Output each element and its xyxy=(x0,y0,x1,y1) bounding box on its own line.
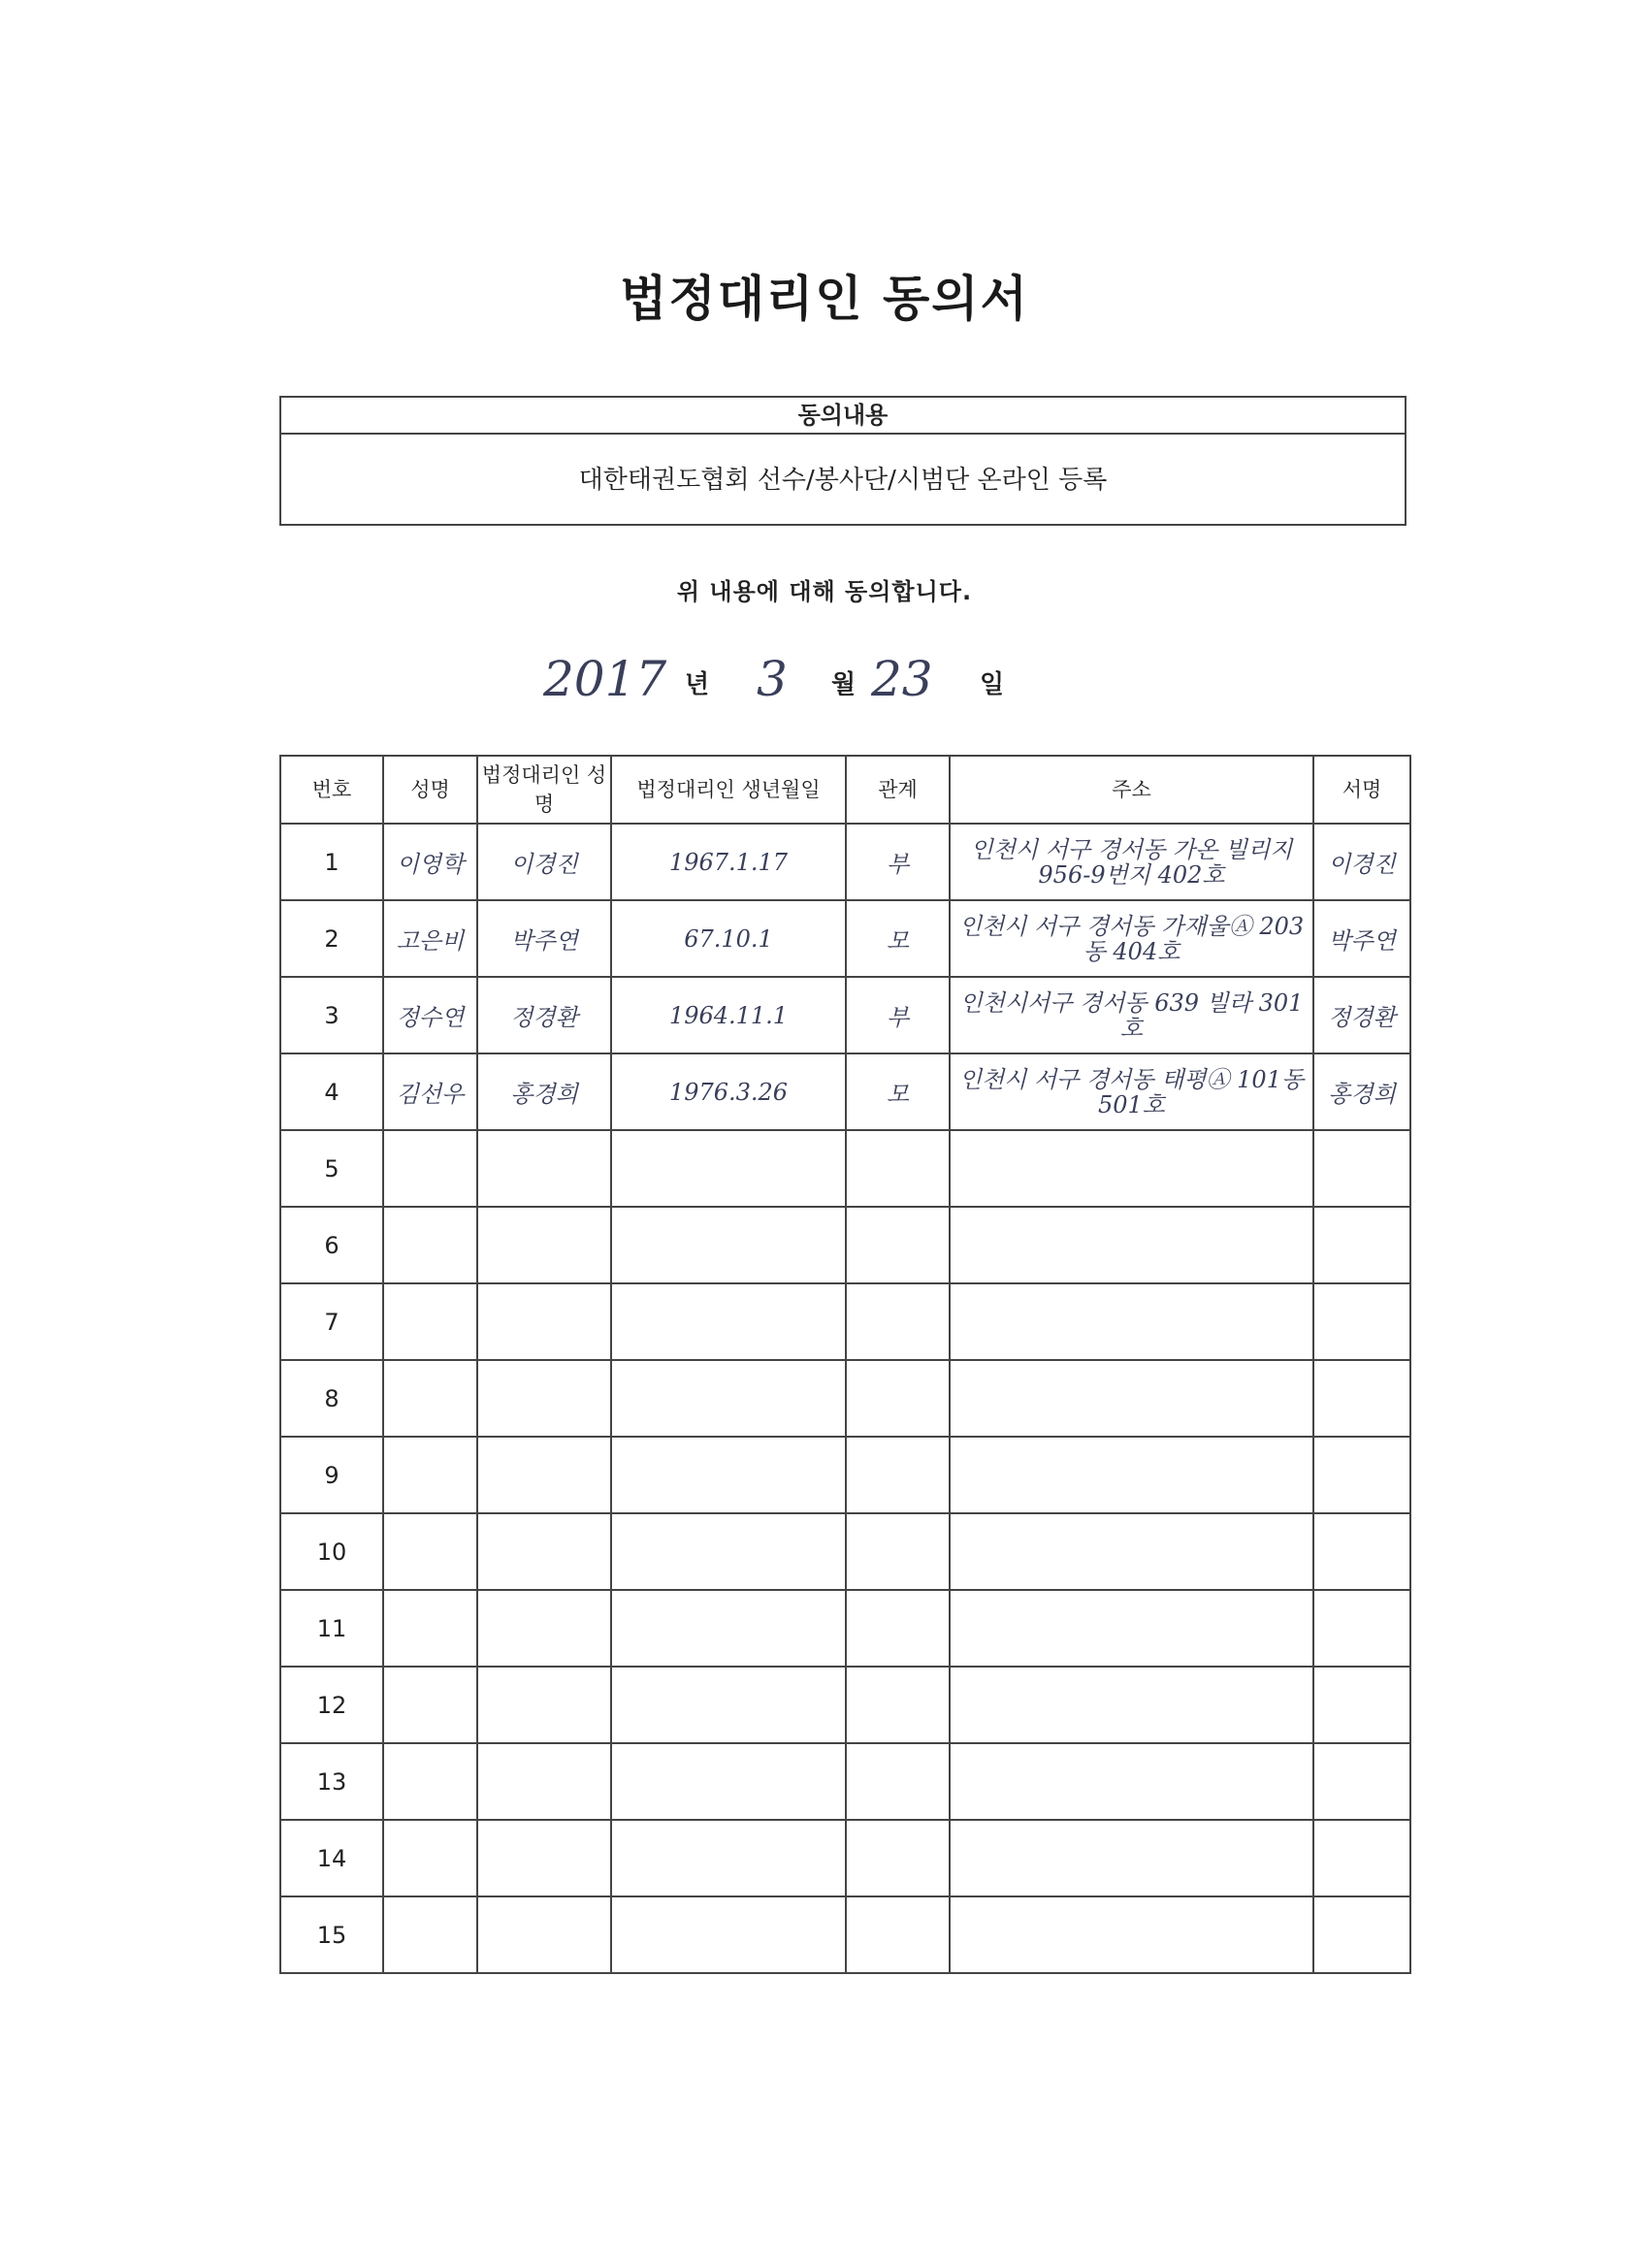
table-row xyxy=(280,824,1410,900)
table-row xyxy=(280,1207,1410,1283)
header-guardian-birth: 법정대리인 생년월일 xyxy=(611,756,846,824)
relation-cell xyxy=(846,1513,950,1590)
name-cell: 이영학 xyxy=(383,824,477,900)
row-number: 13 xyxy=(280,1743,383,1820)
row-number: 3 xyxy=(280,977,383,1053)
address-cell xyxy=(950,1207,1313,1283)
address-cell: 인천시 서구 경서동 태평Ⓐ 101동 501호 xyxy=(950,1053,1313,1130)
agree-statement: 위 내용에 대해 동의합니다. xyxy=(676,578,973,605)
date-year: 2017 xyxy=(543,651,667,707)
guardian-birth-cell xyxy=(611,1360,846,1437)
signature-cell: 정경환 xyxy=(1313,977,1410,1053)
name-cell xyxy=(383,1360,477,1437)
guardian-birth-cell xyxy=(611,1820,846,1896)
header-name: 성명 xyxy=(383,756,477,824)
signature-cell xyxy=(1313,1667,1410,1743)
guardian-birth-cell xyxy=(611,1130,846,1207)
guardian-name-cell: 홍경희 xyxy=(477,1053,611,1130)
table-row xyxy=(280,977,1410,1053)
address-cell: 인천시 서구 경서동 가온 빌리지 956-9번지 402호 xyxy=(950,824,1313,900)
table-row xyxy=(280,1360,1410,1437)
table-row xyxy=(280,1590,1410,1667)
address-cell xyxy=(950,1590,1313,1667)
date-day: 23 xyxy=(871,651,933,707)
row-number: 1 xyxy=(280,824,383,900)
relation-cell xyxy=(846,1360,950,1437)
name-cell xyxy=(383,1130,477,1207)
signature-cell xyxy=(1313,1590,1410,1667)
table-row xyxy=(280,1283,1410,1360)
name-cell: 김선우 xyxy=(383,1053,477,1130)
guardian-table xyxy=(279,755,1411,1974)
guardian-name-cell xyxy=(477,1743,611,1820)
guardian-birth-cell xyxy=(611,1437,846,1513)
date-day-unit: 일 xyxy=(980,670,1005,699)
table-row xyxy=(280,1820,1410,1896)
guardian-birth-cell: 1964.11.1 xyxy=(611,977,846,1053)
signature-cell xyxy=(1313,1743,1410,1820)
name-cell xyxy=(383,1513,477,1590)
signature-cell xyxy=(1313,1283,1410,1360)
header-no: 번호 xyxy=(280,756,383,824)
name-cell: 정수연 xyxy=(383,977,477,1053)
guardian-name-cell xyxy=(477,1360,611,1437)
table-row xyxy=(280,1667,1410,1743)
address-cell xyxy=(950,1437,1313,1513)
row-number: 15 xyxy=(280,1896,383,1973)
guardian-name-cell xyxy=(477,1207,611,1283)
guardian-name-cell xyxy=(477,1590,611,1667)
guardian-birth-cell: 67.10.1 xyxy=(611,900,846,977)
guardian-name-cell xyxy=(477,1667,611,1743)
table-row xyxy=(280,1053,1410,1130)
date-line xyxy=(0,645,1649,713)
guardian-birth-cell: 1967.1.17 xyxy=(611,824,846,900)
guardian-birth-cell: 1976.3.26 xyxy=(611,1053,846,1130)
address-cell xyxy=(950,1743,1313,1820)
address-cell: 인천시 서구 경서동 가재울Ⓐ 203동 404호 xyxy=(950,900,1313,977)
consent-box xyxy=(279,396,1406,526)
name-cell xyxy=(383,1820,477,1896)
signature-cell xyxy=(1313,1437,1410,1513)
relation-cell xyxy=(846,1667,950,1743)
relation-cell: 모 xyxy=(846,1053,950,1130)
address-cell xyxy=(950,1360,1313,1437)
guardian-name-cell: 박주연 xyxy=(477,900,611,977)
header-address: 주소 xyxy=(950,756,1313,824)
row-number: 5 xyxy=(280,1130,383,1207)
table-row xyxy=(280,1743,1410,1820)
address-cell xyxy=(950,1820,1313,1896)
relation-cell: 모 xyxy=(846,900,950,977)
relation-cell: 부 xyxy=(846,824,950,900)
date-year-unit: 년 xyxy=(685,670,710,699)
row-number: 12 xyxy=(280,1667,383,1743)
relation-cell xyxy=(846,1896,950,1973)
signature-cell xyxy=(1313,1513,1410,1590)
signature-cell xyxy=(1313,1130,1410,1207)
guardian-name-cell xyxy=(477,1283,611,1360)
address-cell xyxy=(950,1896,1313,1973)
row-number: 8 xyxy=(280,1360,383,1437)
table-row xyxy=(280,1896,1410,1973)
guardian-birth-cell xyxy=(611,1896,846,1973)
address-cell xyxy=(950,1283,1313,1360)
guardian-birth-cell xyxy=(611,1590,846,1667)
relation-cell xyxy=(846,1437,950,1513)
row-number: 10 xyxy=(280,1513,383,1590)
address-cell: 인천시서구 경서동 639 빌라 301호 xyxy=(950,977,1313,1053)
header-relation: 관계 xyxy=(846,756,950,824)
signature-cell xyxy=(1313,1207,1410,1283)
table-row xyxy=(280,900,1410,977)
signature-cell xyxy=(1313,1360,1410,1437)
name-cell xyxy=(383,1896,477,1973)
relation-cell xyxy=(846,1283,950,1360)
row-number: 4 xyxy=(280,1053,383,1130)
relation-cell xyxy=(846,1590,950,1667)
table-row xyxy=(280,1130,1410,1207)
header-signature: 서명 xyxy=(1313,756,1410,824)
guardian-name-cell xyxy=(477,1513,611,1590)
table-header-row xyxy=(280,756,1410,824)
relation-cell xyxy=(846,1207,950,1283)
table-body xyxy=(280,824,1410,1973)
row-number: 6 xyxy=(280,1207,383,1283)
consent-header: 동의내용 xyxy=(281,398,1405,435)
guardian-birth-cell xyxy=(611,1667,846,1743)
guardian-birth-cell xyxy=(611,1207,846,1283)
consent-body: 대한태권도협회 선수/봉사단/시범단 온라인 등록 xyxy=(578,466,1108,495)
relation-cell xyxy=(846,1820,950,1896)
date-month-unit: 월 xyxy=(831,670,857,699)
row-number: 2 xyxy=(280,900,383,977)
header-guardian-name: 법정대리인 성명 xyxy=(477,756,611,824)
guardian-birth-cell xyxy=(611,1513,846,1590)
signature-cell: 홍경희 xyxy=(1313,1053,1410,1130)
guardian-name-cell xyxy=(477,1437,611,1513)
name-cell xyxy=(383,1667,477,1743)
guardian-name-cell: 정경환 xyxy=(477,977,611,1053)
date-month: 3 xyxy=(757,651,788,707)
guardian-name-cell xyxy=(477,1896,611,1973)
table-row xyxy=(280,1513,1410,1590)
guardian-birth-cell xyxy=(611,1743,846,1820)
address-cell xyxy=(950,1130,1313,1207)
row-number: 7 xyxy=(280,1283,383,1360)
name-cell xyxy=(383,1207,477,1283)
table-row xyxy=(280,1437,1410,1513)
name-cell xyxy=(383,1743,477,1820)
signature-cell: 이경진 xyxy=(1313,824,1410,900)
row-number: 14 xyxy=(280,1820,383,1896)
page-title: 법정대리인 동의서 xyxy=(620,271,1029,327)
name-cell xyxy=(383,1437,477,1513)
guardian-name-cell xyxy=(477,1130,611,1207)
relation-cell xyxy=(846,1130,950,1207)
name-cell xyxy=(383,1283,477,1360)
relation-cell xyxy=(846,1743,950,1820)
guardian-birth-cell xyxy=(611,1283,846,1360)
name-cell xyxy=(383,1590,477,1667)
row-number: 11 xyxy=(280,1590,383,1667)
guardian-name-cell: 이경진 xyxy=(477,824,611,900)
address-cell xyxy=(950,1513,1313,1590)
signature-cell: 박주연 xyxy=(1313,900,1410,977)
address-cell xyxy=(950,1667,1313,1743)
guardian-name-cell xyxy=(477,1820,611,1896)
signature-cell xyxy=(1313,1896,1410,1973)
row-number: 9 xyxy=(280,1437,383,1513)
name-cell: 고은비 xyxy=(383,900,477,977)
relation-cell: 부 xyxy=(846,977,950,1053)
signature-cell xyxy=(1313,1820,1410,1896)
